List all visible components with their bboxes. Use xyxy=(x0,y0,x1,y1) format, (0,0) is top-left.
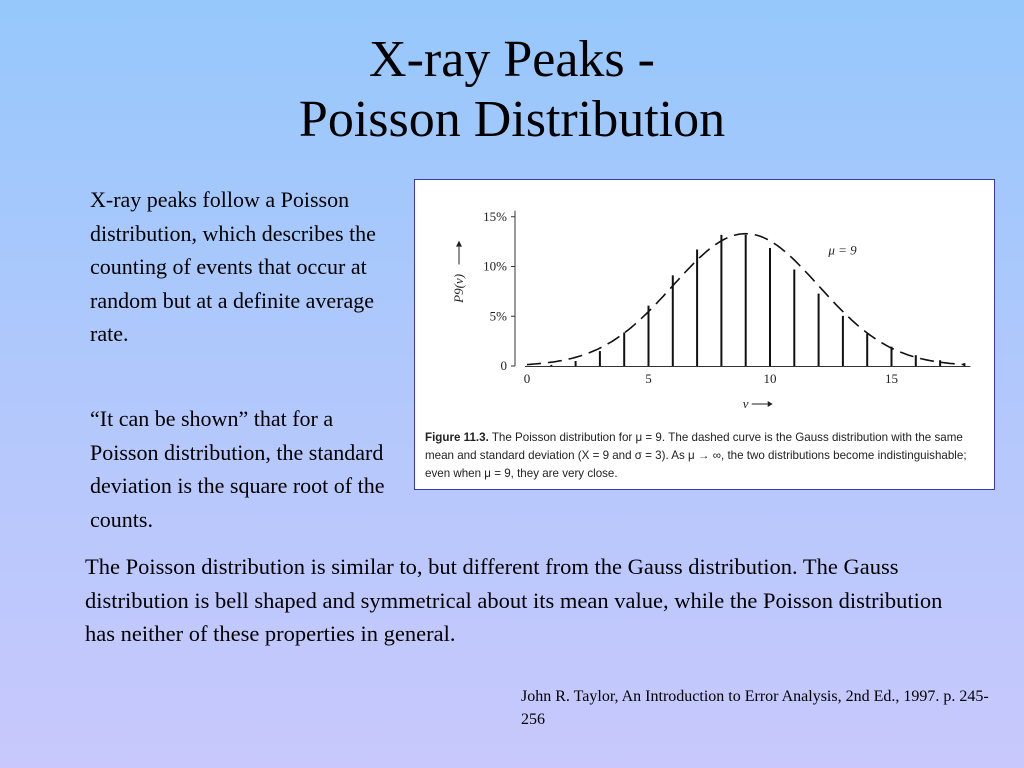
y-tick-label: 15% xyxy=(483,208,507,224)
x-tick-label: 5 xyxy=(645,371,652,386)
x-tick-label: 15 xyxy=(885,371,898,386)
y-tick-label: 5% xyxy=(489,308,507,324)
slide-title xyxy=(0,30,1024,150)
x-tick-label: 10 xyxy=(763,371,777,386)
caption-text: The Poisson distribution for μ = 9. The dashed curve is the Gauss distribution with the same mean and standard deviation (X = 9 and σ = 3). As μ → ∞, the two distributions become indistinguishable; even when μ = 9, they are very close. xyxy=(425,431,967,480)
x-axis-label: ν xyxy=(742,396,749,411)
figure-caption xyxy=(425,429,991,483)
std-dev-paragraph: “It can be shown” that for a Poisson distribution, the standard deviation is the square root of the counts. xyxy=(90,406,385,532)
title-line-2: Poisson Distribution xyxy=(298,91,726,148)
y-axis-label: P9(ν) xyxy=(451,273,466,303)
comparison-paragraph: The Poisson distribution is similar to, but different from the Gauss distribution. The Gauss distribution is bell shaped and symmetrical about its mean value, while the Poisson distribution has neither of these properties in general. xyxy=(85,554,943,646)
x-label-arrowhead xyxy=(768,401,773,407)
intro-paragraph: X-ray peaks follow a Poisson distribution, which describes the counting of events that occur at random but at a definite average rate. xyxy=(90,187,376,346)
mu-annotation: μ = 9 xyxy=(828,242,857,258)
y-tick-label: 0 xyxy=(500,358,507,373)
figure-panel xyxy=(414,179,995,490)
poisson-chart xyxy=(415,180,996,430)
citation: John R. Taylor, An Introduction to Error Analysis, 2nd Ed., 1997. p. 245-256 xyxy=(521,688,989,728)
title-line-1: X-ray Peaks - xyxy=(369,31,655,88)
y-tick-label: 10% xyxy=(483,258,507,274)
caption-label: Figure 11.3. xyxy=(425,431,489,444)
y-label-arrowhead xyxy=(456,241,462,247)
x-tick-label: 0 xyxy=(523,371,531,386)
